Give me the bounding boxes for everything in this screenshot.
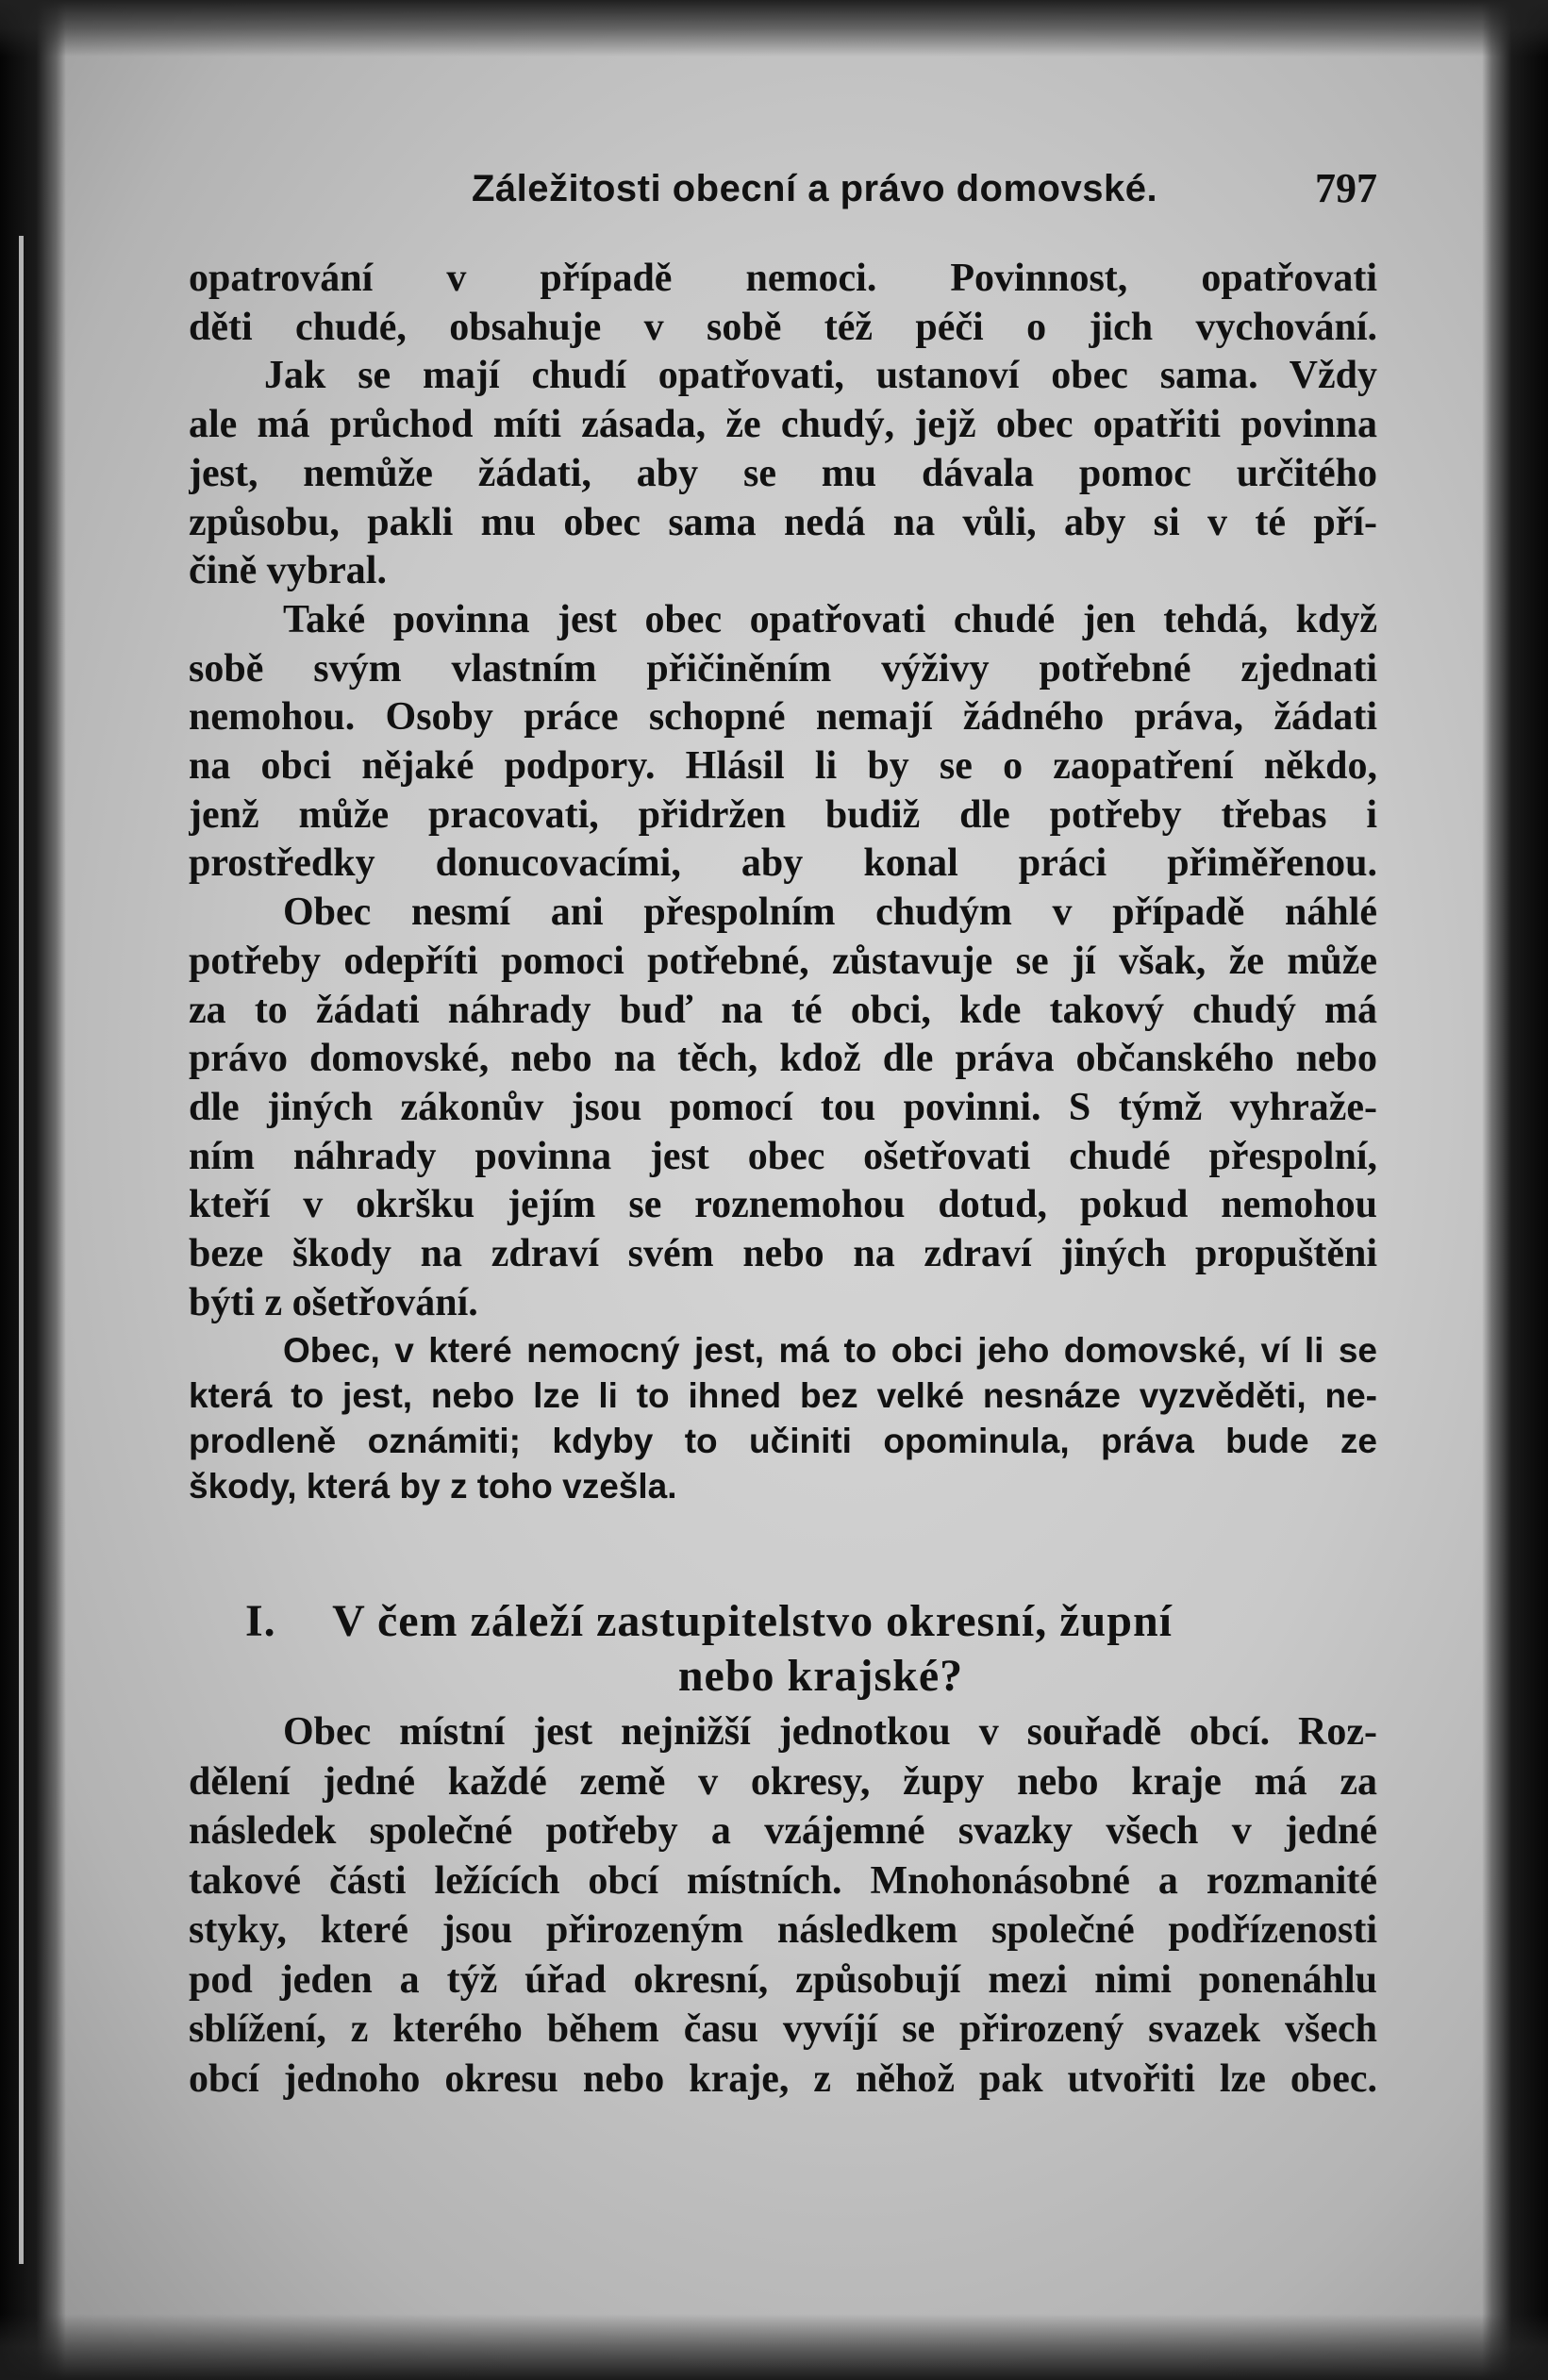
scan-border-top <box>0 0 1548 57</box>
section-number: I. <box>245 1596 276 1646</box>
text-line: obcí jednoho okresu nebo kraje, z něhož pak utvořiti lze obec. <box>189 2056 1377 2101</box>
scan-border-right <box>1482 0 1548 2380</box>
section-title: V čem záleží zastupitelstvo okresní, župní <box>332 1596 1173 1646</box>
running-title: Záležitosti obecní a právo domovské. <box>472 168 1158 209</box>
text-line: Obec nesmí ani přespolním chudým v případě náhlé <box>283 890 1377 935</box>
text-line: jenž může pracovati, přidržen budiž dle potřeby třebas i <box>189 792 1377 837</box>
text-line: opatrování v případě nemoci. Povinnost, opatřovati <box>189 257 1377 300</box>
text-line: sblížení, z kterého během času vyvíjí se přirozený svazek všech <box>189 2007 1377 2051</box>
main-text <box>189 255 1377 1327</box>
text-line: Obec místní jest nejnižší jednotkou v souřadě obcí. Roz- <box>283 1710 1377 1754</box>
text-line: čině vybral. <box>189 549 387 593</box>
text-line: Jak se mají chudí opatřovati, ustanoví obec sama. Vždy <box>264 354 1377 398</box>
text-line: právo domovské, nebo na těch, kdož dle práva občanského nebo <box>189 1037 1377 1081</box>
section-heading-line-1 <box>189 1594 1377 1649</box>
note-line: Obec, v které nemocný jest, má to obci jeho domovské, ví li se <box>283 1331 1377 1370</box>
text-line: jest, nemůže žádati, aby se mu dávala pomoc určitého <box>189 451 1377 495</box>
note-line: škody, která by z toho vzešla. <box>189 1467 677 1506</box>
scan-border-left <box>0 0 66 2380</box>
binding-edge <box>19 236 24 2264</box>
text-line: ním náhrady povinna jest obec ošetřovati chudé přespolní, <box>189 1134 1377 1178</box>
text-line: Také povinna jest obec opatřovati chudé jen tehdá, když <box>283 597 1377 641</box>
section-heading <box>189 1594 1377 1704</box>
text-line: býti z ošetřování. <box>189 1280 478 1324</box>
text-line: za to žádati náhrady buď na té obci, kde takový chudý má <box>189 988 1377 1032</box>
text-line: kteří v okršku jejím se roznemohou dotud, pokud nemohou <box>189 1183 1377 1227</box>
note-line: prodleně oznámiti; kdyby to učiniti opominula, práva bude ze <box>189 1422 1377 1460</box>
text-line: beze škody na zdraví svém nebo na zdraví jiných propuštěni <box>189 1232 1377 1276</box>
scan-border-bottom <box>0 2314 1548 2380</box>
text-line: styky, které jsou přirozeným následkem společné podřízenosti <box>189 1908 1377 1952</box>
text-line: způsobu, pakli mu obec sama nedá na vůli, aby si v té pří- <box>189 500 1377 544</box>
text-line: děti chudé, obsahuje v sobě též péči o jich vychování. <box>189 305 1377 349</box>
text-line: dle jiných zákonův jsou pomocí tou povinni. S týmž vyhraže- <box>189 1085 1377 1129</box>
text-line: pod jeden a týž úřad okresní, způsobují mezi nimi ponenáhlu <box>189 1957 1377 2002</box>
note-line: která to jest, nebo lze li to ihned bez velké nesnáze vyzvěděti, ne- <box>189 1376 1377 1415</box>
running-header <box>189 160 1377 217</box>
text-line: takové části ležících obcí místních. Mnohonásobné a rozmanité <box>189 1858 1377 1903</box>
text-line: prostředky donucovacími, aby konal práci přiměřenou. <box>189 841 1377 886</box>
text-line: následek společné potřeby a vzájemné svazky všech v jedné <box>189 1809 1377 1853</box>
text-line: nemohou. Osoby práce schopné nemají žádného práva, žádati <box>189 695 1377 740</box>
text-line: sobě svým vlastním přičiněním výživy potřebné zjednati <box>189 646 1377 691</box>
text-line: potřeby odepříti pomoci potřebné, zůstavuje se jí však, že může <box>189 939 1377 983</box>
section-heading-line-2: nebo krajské? <box>677 1651 964 1701</box>
note-paragraph <box>189 1328 1377 1509</box>
text-line: dělení jedné každé země v okresy, župy nebo kraje má za <box>189 1759 1377 1804</box>
text-line: ale má průchod míti zásada, že chudý, jejž obec opatřiti povinna <box>189 403 1377 447</box>
page-number: 797 <box>1315 165 1377 211</box>
section-text <box>189 1707 1377 2104</box>
text-line: na obci nějaké podpory. Hlásil li by se o zaopatření někdo, <box>189 744 1377 789</box>
